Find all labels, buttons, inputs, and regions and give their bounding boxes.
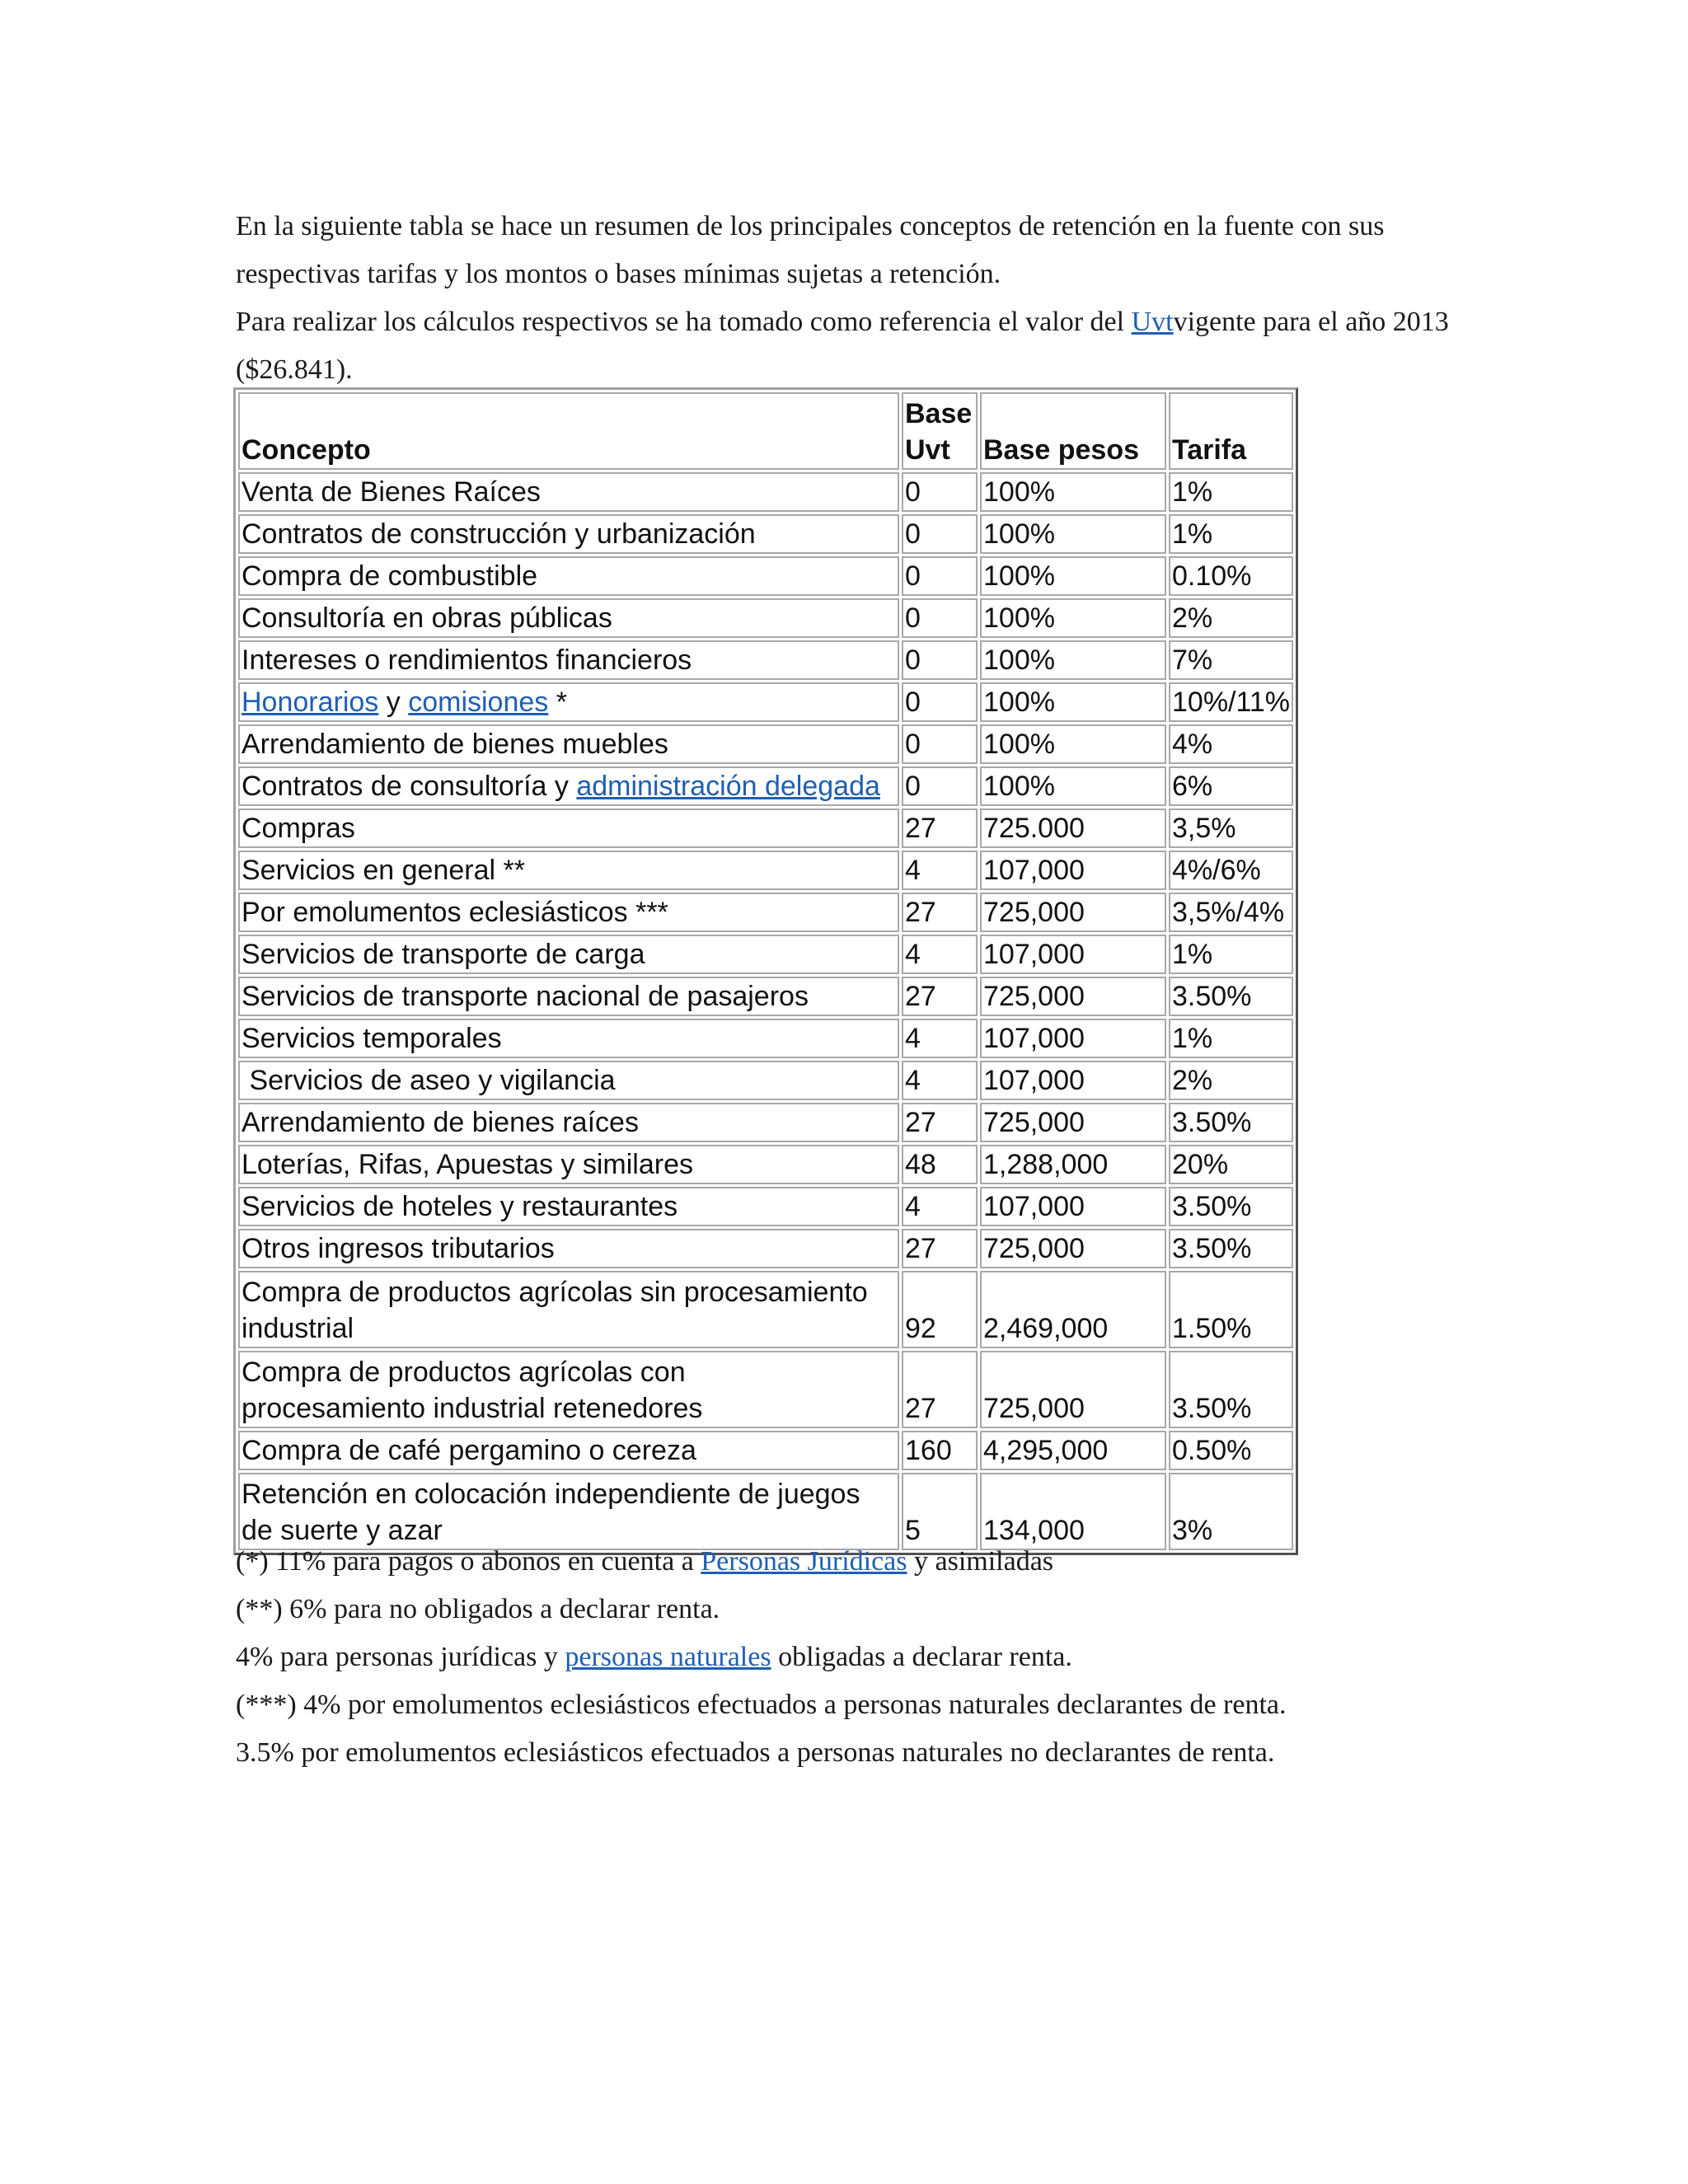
- cell-tarifa: 3,5%: [1169, 808, 1293, 848]
- concepto-line-1: Retención en colocación independiente de juegos: [241, 1479, 860, 1510]
- cell-concepto: Intereses o rendimientos financieros: [238, 640, 899, 680]
- intro-text-after-link: vigente para el año 2013 ($26.841).: [236, 307, 1449, 385]
- table-row: [238, 1103, 1293, 1142]
- cell-tarifa: 6%: [1169, 766, 1293, 806]
- table-row: [238, 724, 1293, 764]
- intro-paragraph-2: [236, 298, 1489, 394]
- cell-uvt: 5: [902, 1473, 978, 1550]
- footnote-3-text: 4% para personas jurídicas y: [236, 1642, 565, 1672]
- cell-uvt: 27: [902, 1103, 978, 1142]
- administracion-delegada-link[interactable]: administración delegada: [576, 771, 880, 802]
- table-row: [238, 851, 1293, 890]
- intro-text: [236, 203, 1489, 394]
- cell-tarifa: 1%: [1169, 1019, 1293, 1058]
- cell-tarifa: 3%: [1169, 1473, 1293, 1550]
- header-base-pesos: Base pesos: [980, 392, 1166, 470]
- table-row: [238, 935, 1293, 974]
- footnote-1-tail: y asimiladas: [907, 1546, 1054, 1577]
- cell-tarifa: 3.50%: [1169, 1351, 1293, 1428]
- table-row: [238, 1145, 1293, 1184]
- table-row: [238, 472, 1293, 512]
- footnote-2: (**) 6% para no obligados a declarar renta.: [236, 1594, 720, 1624]
- footnote-3-tail: obligadas a declarar renta.: [771, 1642, 1072, 1672]
- cell-pesos: 100%: [980, 472, 1166, 512]
- footnote-1: [236, 1538, 1522, 1586]
- cell-tarifa: 7%: [1169, 640, 1293, 680]
- table-row: [238, 1061, 1293, 1100]
- cell-pesos: 100%: [980, 598, 1166, 638]
- cell-concepto: Consultoría en obras públicas: [238, 598, 899, 638]
- cell-uvt: 4: [902, 1019, 978, 1058]
- cell-tarifa: 2%: [1169, 1061, 1293, 1100]
- cell-concepto: Servicios temporales: [238, 1019, 899, 1058]
- table-row: [238, 1351, 1293, 1428]
- table-row: [238, 1187, 1293, 1226]
- concepto-line-2: procesamiento industrial retenedores: [241, 1393, 703, 1424]
- cell-uvt: 27: [902, 808, 978, 848]
- table-row: [238, 977, 1293, 1016]
- cell-uvt: 27: [902, 1229, 978, 1268]
- cell-concepto: Loterías, Rifas, Apuestas y similares: [238, 1145, 899, 1184]
- table-header-row: [238, 392, 1293, 470]
- cell-pesos: 107,000: [980, 1061, 1166, 1100]
- uvt-link[interactable]: Uvt: [1131, 307, 1174, 337]
- cell-tarifa: 3.50%: [1169, 1103, 1293, 1142]
- cell-tarifa: 3.50%: [1169, 1187, 1293, 1226]
- personas-naturales-link[interactable]: personas naturales: [565, 1642, 771, 1672]
- cell-tarifa: 4%/6%: [1169, 851, 1293, 890]
- cell-uvt: 27: [902, 893, 978, 932]
- cell-pesos: 725,000: [980, 1351, 1166, 1428]
- table-row: [238, 1229, 1293, 1268]
- cell-pesos: 100%: [980, 640, 1166, 680]
- footnotes: [236, 1538, 1522, 1777]
- cell-pesos: 107,000: [980, 851, 1166, 890]
- concepto-line-1: Compra de productos agrícolas con: [241, 1357, 686, 1388]
- cell-pesos: 725,000: [980, 893, 1166, 932]
- concepto-line-1: Compra de productos agrícolas sin procesamiento: [241, 1277, 868, 1308]
- cell-uvt: 0: [902, 640, 978, 680]
- table-row: [238, 808, 1293, 848]
- table-row: [238, 893, 1293, 932]
- cell-concepto: Compra de combustible: [238, 556, 899, 596]
- cell-pesos: 107,000: [980, 1019, 1166, 1058]
- cell-tarifa: 1%: [1169, 472, 1293, 512]
- cell-pesos: 725,000: [980, 1229, 1166, 1268]
- concepto-line-2: de suerte y azar: [241, 1515, 443, 1546]
- table-row: [238, 598, 1293, 638]
- cell-tarifa: 1%: [1169, 514, 1293, 554]
- cell-tarifa: 3,5%/4%: [1169, 893, 1293, 932]
- header-base-uvt-line1: Base: [905, 398, 973, 429]
- cell-tarifa: 3.50%: [1169, 977, 1293, 1016]
- cell-pesos: 100%: [980, 766, 1166, 806]
- cell-pesos: 107,000: [980, 935, 1166, 974]
- cell-uvt: 4: [902, 851, 978, 890]
- honorarios-link[interactable]: Honorarios: [241, 687, 379, 718]
- cell-tarifa: 1.50%: [1169, 1271, 1293, 1348]
- footnote-3: [236, 1633, 1522, 1681]
- cell-pesos: 725,000: [980, 1103, 1166, 1142]
- table-row: [238, 514, 1293, 554]
- cell-uvt: 0: [902, 766, 978, 806]
- cell-uvt: 27: [902, 977, 978, 1016]
- cell-pesos: 100%: [980, 556, 1166, 596]
- cell-concepto: [238, 1351, 899, 1428]
- cell-uvt: 0: [902, 682, 978, 722]
- cell-pesos: 100%: [980, 682, 1166, 722]
- cell-uvt: 0: [902, 472, 978, 512]
- table-row: [238, 1019, 1293, 1058]
- table-row: [238, 1431, 1293, 1470]
- cell-concepto: Servicios en general **: [238, 851, 899, 890]
- cell-concepto: Arrendamiento de bienes raíces: [238, 1103, 899, 1142]
- cell-pesos: 100%: [980, 514, 1166, 554]
- cell-tarifa: 2%: [1169, 598, 1293, 638]
- concepto-prefix: Contratos de consultoría y: [241, 771, 577, 802]
- cell-tarifa: 0.50%: [1169, 1431, 1293, 1470]
- cell-uvt: 4: [902, 1187, 978, 1226]
- cell-concepto: Servicios de aseo y vigilancia: [238, 1061, 899, 1100]
- cell-pesos: 134,000: [980, 1473, 1166, 1550]
- header-base-uvt: [902, 392, 978, 470]
- cell-uvt: 160: [902, 1431, 978, 1470]
- cell-tarifa: 10%/11%: [1169, 682, 1293, 722]
- footnote-5: 3.5% por emolumentos eclesiásticos efectuados a personas naturales no declarantes de renta.: [236, 1737, 1275, 1768]
- cell-uvt: 0: [902, 724, 978, 764]
- cell-pesos: 725.000: [980, 808, 1166, 848]
- concepto-line-2: industrial: [241, 1313, 354, 1344]
- concepto-connector: y: [378, 687, 409, 718]
- comisiones-link[interactable]: comisiones: [408, 687, 549, 718]
- cell-concepto: [238, 766, 899, 806]
- cell-concepto: [238, 1271, 899, 1348]
- cell-concepto: Compra de café pergamino o cereza: [238, 1431, 899, 1470]
- cell-uvt: 0: [902, 556, 978, 596]
- personas-juridicas-link[interactable]: Personas Jurídicas: [701, 1546, 907, 1577]
- table-row: [238, 556, 1293, 596]
- footnote-4: (***) 4% por emolumentos eclesiásticos efectuados a personas naturales declarantes de renta.: [236, 1690, 1287, 1720]
- cell-tarifa: 20%: [1169, 1145, 1293, 1184]
- cell-concepto: Arrendamiento de bienes muebles: [238, 724, 899, 764]
- cell-concepto: Servicios de hoteles y restaurantes: [238, 1187, 899, 1226]
- cell-tarifa: 3.50%: [1169, 1229, 1293, 1268]
- cell-tarifa: 4%: [1169, 724, 1293, 764]
- cell-concepto: Por emolumentos eclesiásticos ***: [238, 893, 899, 932]
- intro-paragraph-1: En la siguiente tabla se hace un resumen de los principales conceptos de retención en la fuente con sus respectivas tarifas y los montos o bases mínimas sujetas a retención.: [236, 211, 1385, 289]
- cell-pesos: 1,288,000: [980, 1145, 1166, 1184]
- cell-tarifa: 0.10%: [1169, 556, 1293, 596]
- header-concepto: Concepto: [238, 392, 899, 470]
- cell-uvt: 0: [902, 598, 978, 638]
- table-row: [238, 682, 1293, 722]
- cell-concepto: [238, 682, 899, 722]
- table-row: [238, 1271, 1293, 1348]
- retention-table: [233, 387, 1298, 1555]
- cell-concepto: Venta de Bienes Raíces: [238, 472, 899, 512]
- cell-pesos: 107,000: [980, 1187, 1166, 1226]
- table-row: [238, 640, 1293, 680]
- cell-concepto: Servicios de transporte nacional de pasajeros: [238, 977, 899, 1016]
- header-base-uvt-line2: Uvt: [905, 434, 950, 466]
- cell-uvt: 0: [902, 514, 978, 554]
- cell-uvt: 27: [902, 1351, 978, 1428]
- cell-concepto: Servicios de transporte de carga: [238, 935, 899, 974]
- cell-uvt: 92: [902, 1271, 978, 1348]
- cell-pesos: 100%: [980, 724, 1166, 764]
- cell-pesos: 725,000: [980, 977, 1166, 1016]
- cell-uvt: 48: [902, 1145, 978, 1184]
- cell-concepto: Contratos de construcción y urbanización: [238, 514, 899, 554]
- footnote-1-text: (*) 11% para pagos o abonos en cuenta a: [236, 1546, 701, 1577]
- cell-tarifa: 1%: [1169, 935, 1293, 974]
- cell-uvt: 4: [902, 935, 978, 974]
- cell-concepto: Otros ingresos tributarios: [238, 1229, 899, 1268]
- cell-concepto: Compras: [238, 808, 899, 848]
- cell-pesos: 4,295,000: [980, 1431, 1166, 1470]
- cell-uvt: 4: [902, 1061, 978, 1100]
- intro-text-before-link: Para realizar los cálculos respectivos se ha tomado como referencia el valor del: [236, 307, 1132, 337]
- table-row: [238, 766, 1293, 806]
- header-tarifa: Tarifa: [1169, 392, 1293, 470]
- cell-pesos: 2,469,000: [980, 1271, 1166, 1348]
- concepto-footnote-mark: *: [548, 687, 567, 718]
